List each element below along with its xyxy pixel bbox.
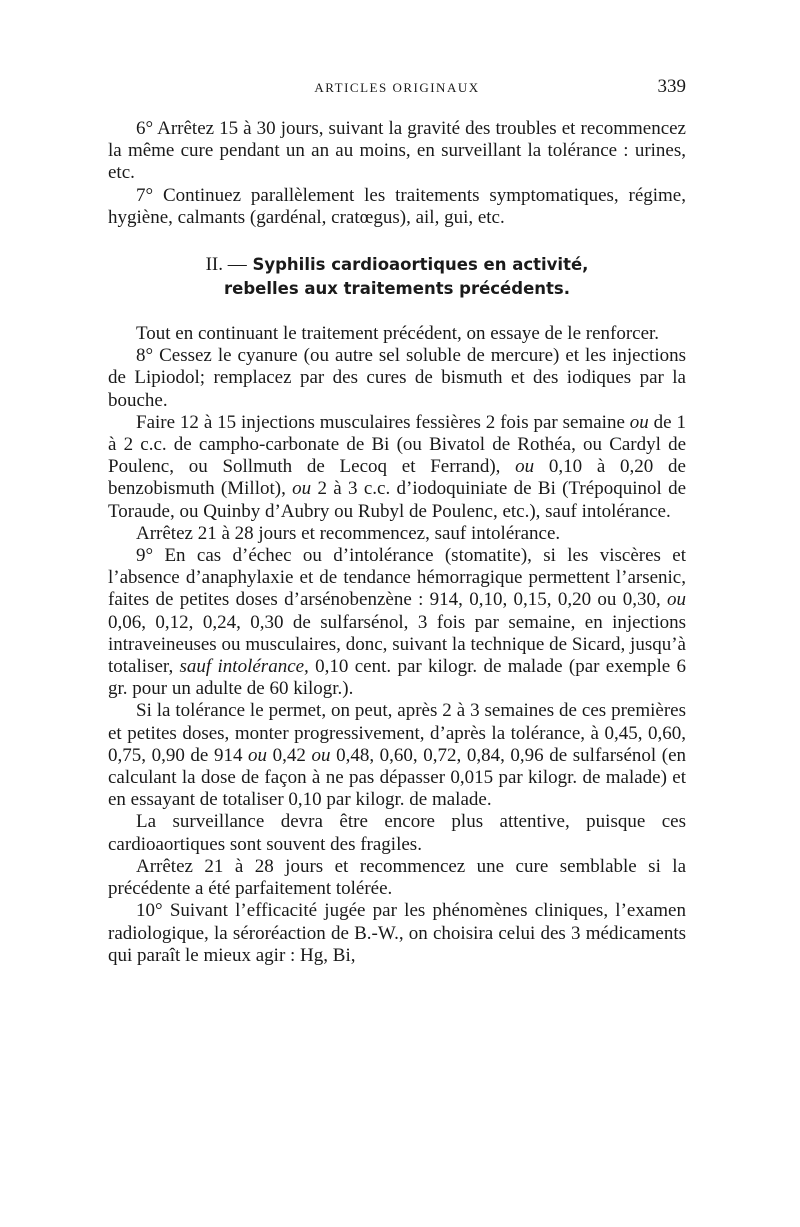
faire-ou-2: ou xyxy=(515,456,535,478)
paragraph-8: 8° Cessez le cyanure (ou autre sel soluble de mercure) et les injections de Lipiodol; remplacez par des cures de bismuth et des iodiques par la bouche. xyxy=(108,345,686,411)
faire-text-b: de 1 à 2 c.c. de campho-carbonate de Bi (ou Bivatol de Rothéa, ou Cardyl de Poulenc, ou Sollmuth de Lecoq et Ferrand), xyxy=(108,411,687,478)
running-head xyxy=(108,76,686,100)
section-title-line2: rebelles aux traitements précédents. xyxy=(224,279,570,299)
faire-ou-3: ou xyxy=(292,478,312,500)
paragraph-faire xyxy=(108,412,686,523)
p9-ou: ou xyxy=(667,589,686,611)
running-title: ARTICLES ORIGINAUX xyxy=(314,80,480,95)
si-ou-1: ou xyxy=(248,744,268,766)
p9-text-a: 9° En cas d’échec ou d’intolérance (stomatite), si les viscères et l’absence d’anaphylaxie et de tendance hémorragique permettent l’arsenic, faites de petites doses d’arsénobenzène : 914, 0,10, 0,15, 0,20 ou 0,30, xyxy=(108,545,686,611)
faire-ou-1: ou xyxy=(629,411,649,433)
si-text-a: Si la tolérance le permet, on peut, après 2 à 3 semaines de ces premières et petites doses, monter progressivement, d’après la tolérance, à 0,45, 0,60, 0,75, 0,90 de 914 xyxy=(108,700,686,766)
paragraph-7: 7° Continuez parallèlement les traitements symptomatiques, régime, hygiène, calmants (gardénal, cratœgus), ail, gui, etc. xyxy=(108,184,686,228)
section-number: II. — xyxy=(205,254,247,276)
paragraph-arretez-2: Arrêtez 21 à 28 jours et recommencez une cure semblable si la précédente a été parfaitement tolérée. xyxy=(108,855,686,900)
si-ou-2: ou xyxy=(311,744,331,766)
paragraph-6: 6° Arrêtez 15 à 30 jours, suivant la gravité des troubles et recommencez la même cure pendant un an au moins, en surveillant la tolérance : urines, etc. xyxy=(108,118,686,184)
faire-text-a: Faire 12 à 15 injections musculaires fessières 2 fois par semaine xyxy=(136,411,630,433)
p9-text-c: 0,10 cent. par kilogr. de malade (par exemple 6 gr. pour un adulte de 60 kilogr.). xyxy=(108,656,686,700)
paragraph-si xyxy=(108,700,686,811)
paragraph-arretez-1: Arrêtez 21 à 28 jours et recommencez, sauf intolérance. xyxy=(136,522,561,544)
body-text xyxy=(108,118,686,967)
section-title xyxy=(108,253,686,301)
section-title-line1: Syphilis cardioaortiques en activité, xyxy=(252,255,589,275)
p9-sauf-intolerance: sauf intolérance, xyxy=(179,656,309,678)
paragraph-9 xyxy=(108,545,686,700)
paragraph-surveillance: La surveillance devra être encore plus attentive, puisque ces cardioaortiques sont souvent des fragiles. xyxy=(108,811,686,855)
p9-text-b: 0,06, 0,12, 0,24, 0,30 de sulfarsénol, 3 fois par semaine, en injections intraveineuses ou musculaires, donc, suivant la technique de Sicard, jusqu’à totaliser, xyxy=(108,611,686,678)
si-text-c: 0,48, 0,60, 0,72, 0,84, 0,96 de sulfarsénol (en calculant la dose de façon à ne pas dépasser 0,015 par kilogr. de malade) et en essayant de totaliser 0,10 par kilogr. de malade. xyxy=(108,744,687,811)
faire-text-c: 0,10 à 0,20 de benzobismuth (Millot), xyxy=(108,456,686,500)
si-text-b: 0,42 xyxy=(267,744,312,766)
paragraph-intro: Tout en continuant le traitement précédent, on essaye de le renforcer. xyxy=(136,323,660,345)
page-number: 339 xyxy=(657,76,686,97)
paragraph-10: 10° Suivant l’efficacité jugée par les phénomènes cliniques, l’examen radiologique, la séroréaction de B.-W., on choisira celui des 3 médicaments qui paraît le mieux agir : Hg, Bi, xyxy=(108,900,686,966)
faire-text-d: 2 à 3 c.c. d’iodoquiniate de Bi (Trépoquinol de Toraude, ou Quinby d’Aubry ou Rubyl de Poulenc, etc.), sauf intolérance. xyxy=(108,478,687,522)
